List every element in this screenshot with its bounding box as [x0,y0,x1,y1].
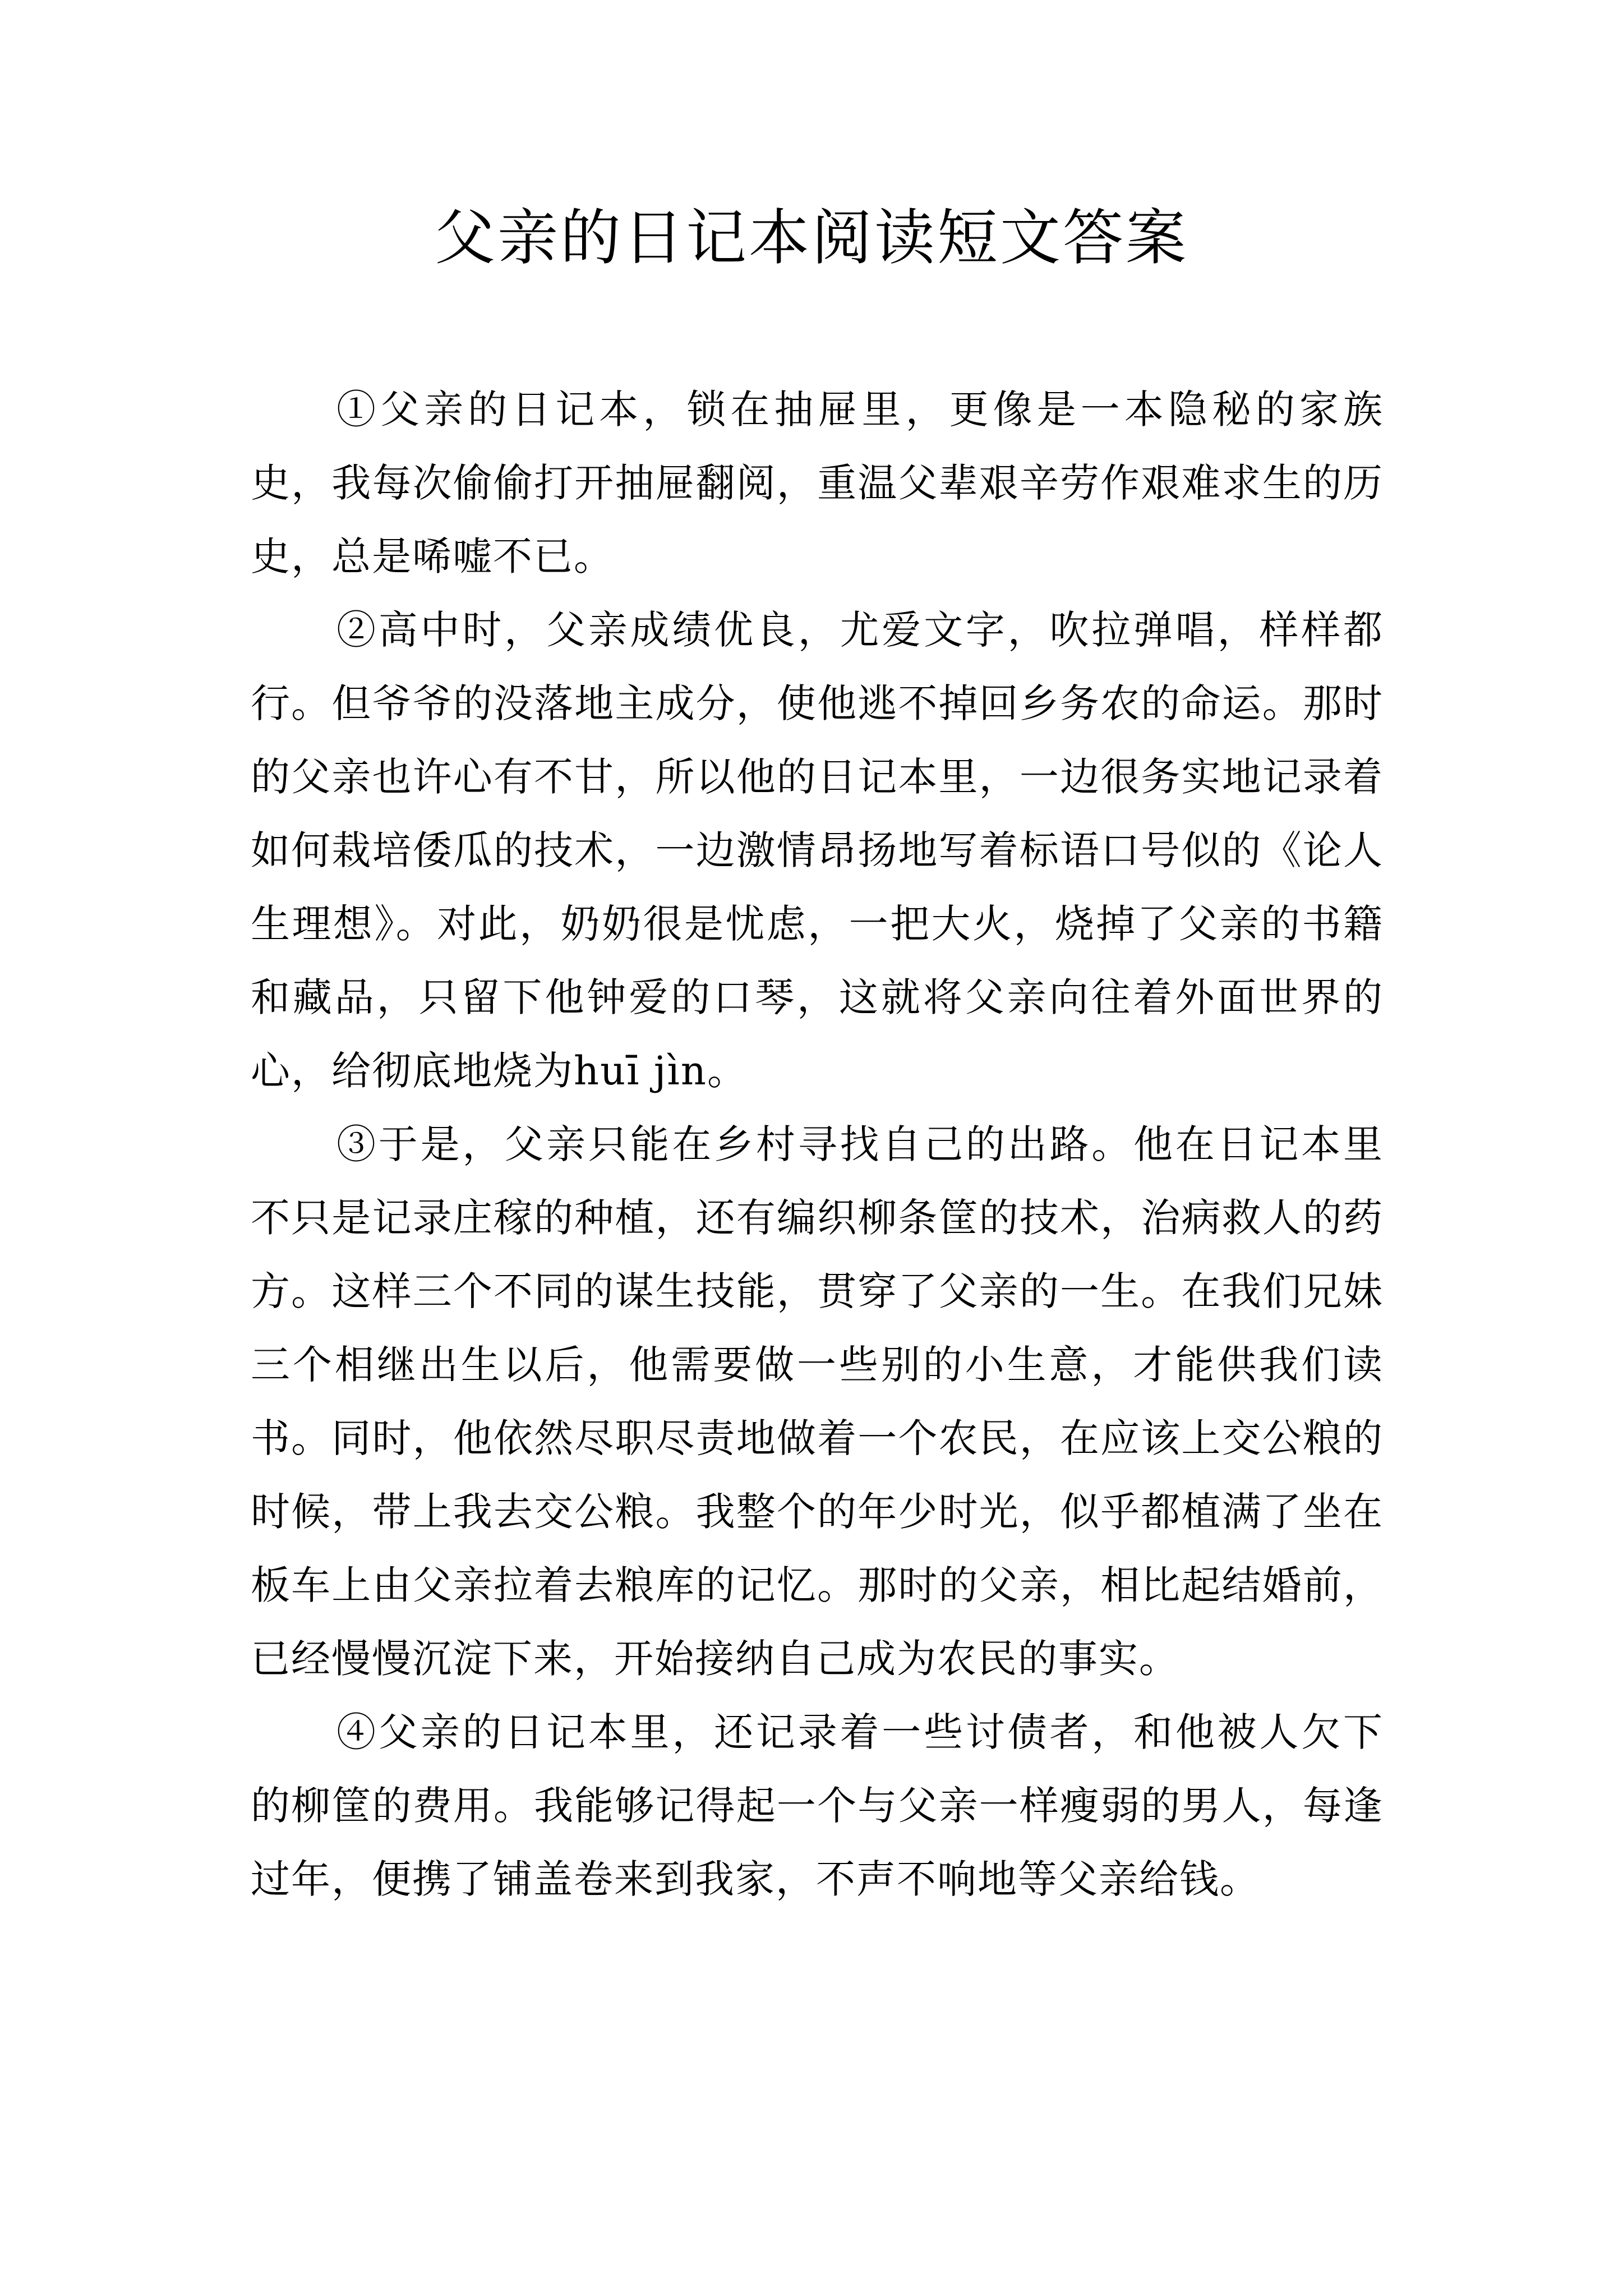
paragraph-2: ②高中时，父亲成绩优良，尤爱文字，吹拉弹唱，样样都行。但爷爷的没落地主成分，使他逃不掉回乡务农的命运。那时的父亲也许心有不甘，所以他的日记本里，一边很务实地记录着如何栽培倭瓜的技术，一边激情昂扬地写着标语口号似的《论人生理想》。对此，奶奶很是忧虑，一把大火，烧掉了父亲的书籍和藏品，只留下他钟爱的口琴，这就将父亲向往着外面世界的心，给彻底地烧为huī jìn。 [251,607,1384,1094]
document-title: 父亲的日记本阅读短文答案 [434,203,1188,273]
paragraph-4: ④父亲的日记本里，还记录着一些讨债者，和他被人欠下的柳筐的费用。我能够记得起一个与父亲一样瘦弱的男人，每逢过年，便携了铺盖卷来到我家，不声不响地等父亲给钱。 [251,1709,1384,1902]
paragraph-3: ③于是，父亲只能在乡村寻找自己的出路。他在日记本里不只是记录庄稼的种植，还有编织柳条筐的技术，治病救人的药方。这样三个不同的谋生技能，贯穿了父亲的一生。在我们兄妹三个相继出生以后，他需要做一些别的小生意，才能供我们读书。同时，他依然尽职尽责地做着一个农民，在应该上交公粮的时候，带上我去交公粮。我整个的年少时光，似乎都植满了坐在板车上由父亲拉着去粮库的记忆。那时的父亲，相比起结婚前，已经慢慢沉淀下来，开始接纳自己成为农民的事实。 [251,1121,1384,1682]
document-body [251,373,1384,1916]
paragraph-1: ①父亲的日记本，锁在抽屉里，更像是一本隐秘的家族史，我每次偷偷打开抽屉翻阅，重温父辈艰辛劳作艰难求生的历史，总是唏嘘不已。 [251,386,1384,579]
